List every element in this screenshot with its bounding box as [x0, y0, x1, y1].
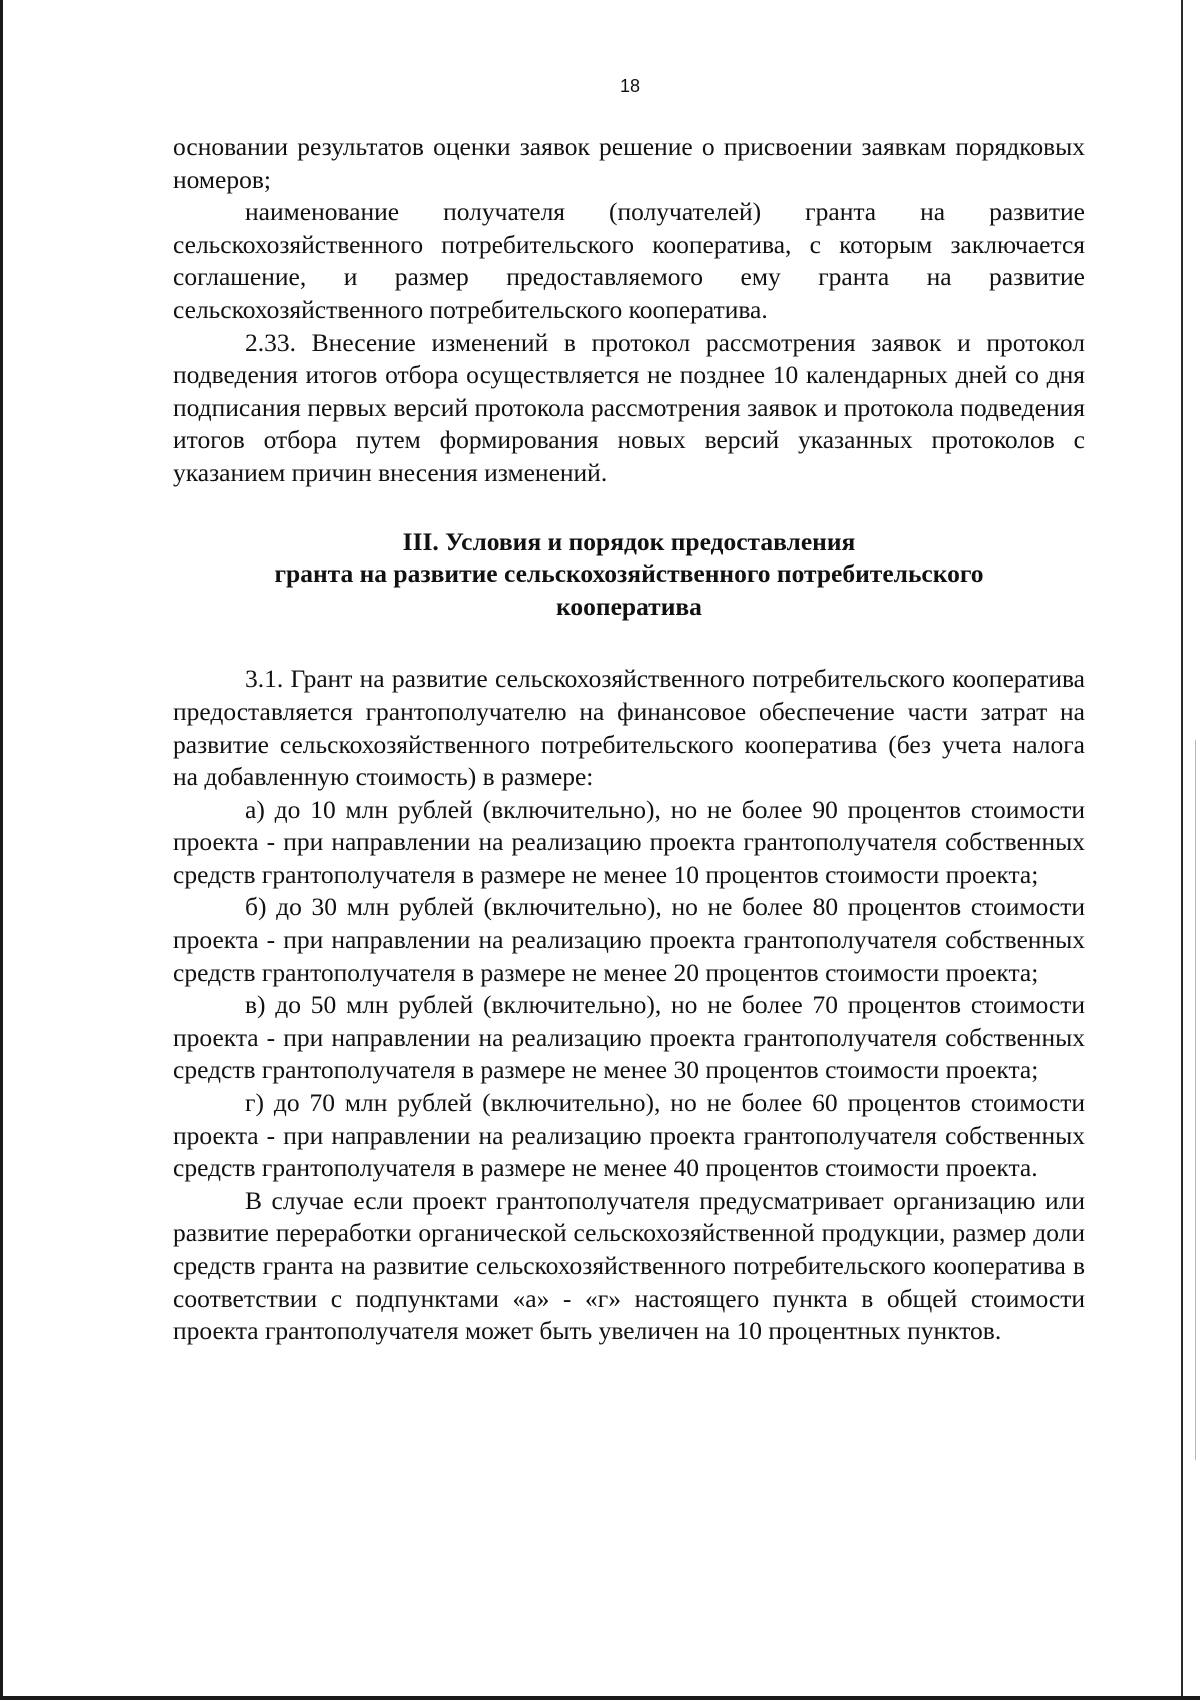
section-heading [173, 526, 1085, 624]
paragraph: основании результатов оценки заявок решение о присвоении заявкам порядковых номеров; [173, 132, 1085, 194]
section-heading-line: гранта на развитие сельскохозяйственного потребительского [274, 559, 984, 589]
paragraph: в) до 50 млн рублей (включительно), но не более 70 процентов стоимости проекта - при направлении на реализацию проекта грантополучателя собственных средств грантополучателя в размере не менее 30 процентов стоимости проекта; [173, 990, 1085, 1085]
paragraph: 3.1. Грант на развитие сельскохозяйственного потребительского кооператива предоставляется грантополучателю на финансовое обеспечение части затрат на развитие сельскохозяйственного потребительского кооператива (без учета налога на добавленную стоимость) в размере: [173, 664, 1085, 792]
scan-edge-bottom [0, 1696, 1200, 1700]
scan-edge-right [1181, 0, 1183, 1700]
paragraph: г) до 70 млн рублей (включительно), но не более 60 процентов стоимости проекта - при направлении на реализацию проекта грантополучателя собственных средств грантополучателя в размере не менее 40 процентов стоимости проекта. [173, 1088, 1085, 1183]
paragraph: наименование получателя (получателей) гранта на развитие сельскохозяйственного потребительского кооператива, с которым заключается соглашение, и размер предоставляемого ему гранта на развитие сельскохозяйственного потребительского кооператива. [173, 197, 1085, 324]
section-heading-line: III. Условия и порядок предоставления [402, 526, 856, 556]
scan-edge-ghost [1195, 740, 1196, 1460]
paragraph: 2.33. Внесение изменений в протокол рассмотрения заявок и протокол подведения итогов отбора осуществляется не позднее 10 календарных дней со дня подписания первых версий протокола рассмотрения заявок и протокола подведения итогов отбора путем формирования новых версий указанных протоколов с указанием причин внесения изменений. [173, 327, 1085, 487]
page-number: 18 [619, 76, 641, 96]
document-body [173, 131, 1085, 1348]
paragraph: б) до 30 млн рублей (включительно), но не более 80 процентов стоимости проекта - при направлении на реализацию проекта грантополучателя собственных средств грантополучателя в размере не менее 20 процентов стоимости проекта; [173, 892, 1085, 987]
section-heading-line: кооператива [556, 591, 702, 621]
paragraph: В случае если проект грантополучателя предусматривает организацию или развитие переработки органической сельскохозяйственной продукции, размер доли средств гранта на развитие сельскохозяйственного потребительского кооператива в соответствии с подпунктами «а» - «г» настоящего пункта в общей стоимости проекта грантополучателя может быть увеличен на 10 процентных пунктов. [173, 1185, 1085, 1346]
paragraph: а) до 10 млн рублей (включительно), но не более 90 процентов стоимости проекта - при направлении на реализацию проекта грантополучателя собственных средств грантополучателя в размере не менее 10 процентов стоимости проекта; [173, 794, 1085, 889]
scan-edge-left [0, 0, 3, 1700]
